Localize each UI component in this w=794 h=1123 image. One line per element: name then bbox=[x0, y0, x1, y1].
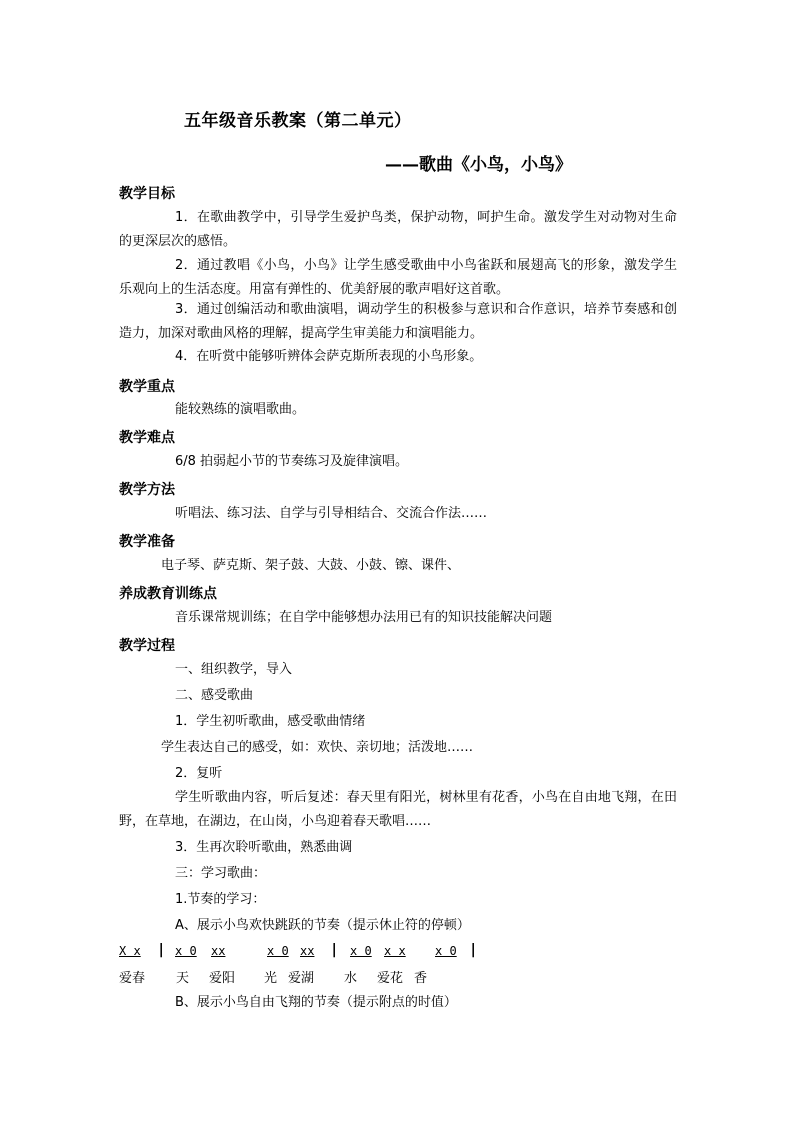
goal-item-3: 3．通过创编活动和歌曲演唱，调动学生的积极参与意识和合作意识，培养节奏感和创造力，加深对歌曲风格的理解，提高学生审美能力和演唱能力。 bbox=[119, 302, 677, 341]
difficulty-text: 6/8 拍弱起小节的节奏练习及旋律演唱。 bbox=[175, 454, 409, 469]
bar-line: | bbox=[330, 942, 339, 958]
habits-text: 音乐课常规训练；在自学中能够想办法用已有的知识技能解决问题 bbox=[175, 610, 553, 625]
methods-text: 听唱法、练习法、自学与引导相结合、交流合作法…… bbox=[175, 506, 488, 521]
rhythm-note: xx bbox=[211, 944, 226, 958]
prep-heading: 教学准备 bbox=[119, 534, 175, 550]
process-step-2-1: 1．学生初听歌曲，感受歌曲情绪 bbox=[175, 714, 366, 729]
prep-text: 电子琴、萨克斯、架子鼓、大鼓、小鼓、镲、课件、 bbox=[161, 558, 461, 573]
goals-heading: 教学目标 bbox=[119, 186, 175, 202]
process-step-3-a: A、展示小鸟欢快跳跃的节奏（提示休止符的停顿） bbox=[175, 918, 470, 933]
rhythm-note: x 0 bbox=[350, 944, 372, 958]
process-step-2-2: 2．复听 bbox=[175, 766, 223, 781]
lyric: 水 bbox=[344, 971, 358, 986]
rhythm-note: X x bbox=[119, 944, 141, 958]
focus-text: 能较熟练的演唱歌曲。 bbox=[175, 402, 306, 417]
lyric: 爱春 bbox=[119, 971, 146, 986]
bar-line: | bbox=[157, 942, 166, 958]
process-step-2-3: 3．生再次聆听歌曲，熟悉曲调 bbox=[175, 840, 353, 855]
goal-item-4: 4．在听赏中能够听辨体会萨克斯所表现的小鸟形象。 bbox=[175, 349, 483, 364]
rhythm-note: x 0 bbox=[435, 944, 457, 958]
difficulty-heading: 教学难点 bbox=[119, 430, 175, 446]
rhythm-note: xx bbox=[300, 944, 315, 958]
document-subtitle: ——歌曲《小鸟，小鸟》 bbox=[385, 155, 572, 175]
process-step-1: 一、组织教学，导入 bbox=[175, 662, 293, 677]
rhythm-note: x x bbox=[384, 944, 406, 958]
goal-item-1: 1．在歌曲教学中，引导学生爱护鸟类，保护动物，呵护生命。激发学生对动物对生命的更深层次的感悟。 bbox=[119, 210, 677, 249]
process-step-2-1-note: 学生表达自己的感受，如：欢快、亲切地；活泼地…… bbox=[161, 740, 474, 755]
process-step-3-b: B、展示小鸟自由飞翔的节奏（提示附点的时值） bbox=[175, 995, 457, 1010]
rhythm-note: x 0 bbox=[267, 944, 289, 958]
process-step-2: 二、感受歌曲 bbox=[175, 688, 254, 703]
lyric: 爱湖 bbox=[288, 971, 315, 986]
process-step-3-1: 1.节奏的学习： bbox=[175, 892, 266, 907]
lyric: 天 bbox=[176, 971, 190, 986]
focus-heading: 教学重点 bbox=[119, 379, 175, 395]
lyric: 香 bbox=[414, 971, 428, 986]
process-step-2-2-text: 学生听歌曲内容，听后复述：春天里有阳光，树林里有花香，小鸟在自由地飞翔，在田野，在草地，在湖边，在山岗，小鸟迎着春天歌唱…… bbox=[119, 790, 677, 829]
lyric: 爱阳 bbox=[209, 971, 236, 986]
goal-item-2: 2．通过教唱《小鸟，小鸟》让学生感受歌曲中小鸟雀跃和展翅高飞的形象，激发学生乐观向上的生活态度。用富有弹性的、优美舒展的歌声唱好这首歌。 bbox=[119, 258, 677, 297]
rhythm-note: x 0 bbox=[175, 944, 197, 958]
lyric: 光 bbox=[264, 971, 278, 986]
habits-heading: 养成教育训练点 bbox=[119, 586, 217, 602]
lyric: 爱花 bbox=[377, 971, 404, 986]
document-title: 五年级音乐教案（第二单元） bbox=[184, 111, 412, 131]
bar-line: | bbox=[469, 942, 478, 958]
methods-heading: 教学方法 bbox=[119, 482, 175, 498]
process-step-3: 三：学习歌曲： bbox=[175, 866, 267, 881]
process-heading: 教学过程 bbox=[119, 638, 175, 654]
